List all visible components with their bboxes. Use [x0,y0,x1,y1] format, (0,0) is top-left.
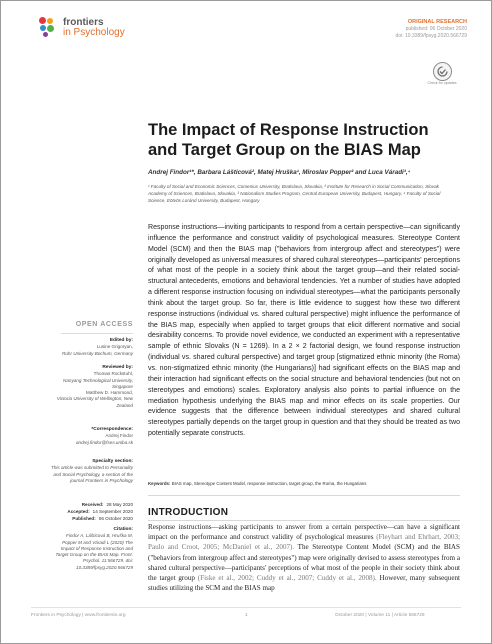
page-number: 1 [245,613,248,618]
intro-paragraph [148,522,460,593]
correspondence-block [51,427,133,446]
citation-text: Findor A, Lášticová B, Hruška M, Popper M and Váradi L (2020) The Impact of Response Instruction and Target Group on the BIAS Map. Front. Psychol. 11:566729. doi: 10.3389/fpsyg.2020.566729 [55,533,133,570]
citation-block [51,527,133,571]
article-type: ORIGINAL RESEARCH [407,19,467,25]
footer-divider [31,607,461,608]
footer-journal[interactable]: Frontiers in Psychology | www.frontiersin.org [31,613,126,618]
check-updates-label[interactable]: Check for updates [427,81,457,85]
citation-link[interactable]: (Fiske et al., 2002; Cuddy et al., 2007; Cuddy et al., 2008). [197,574,377,583]
specialty-text: This article was submitted to Personality and Social Psychology, a section of the journal Frontiers in Psychology [51,465,133,483]
section-heading: INTRODUCTION [148,507,229,518]
correspondence-email[interactable]: andrej.findor@fses.uniba.sk [75,439,133,445]
keywords [148,481,460,486]
correspondence-name: Andrej Findor [105,433,133,439]
article-doi[interactable]: doi: 10.3389/fpsyg.2020.566729 [395,33,467,39]
reviewer-affiliation: Victoria University of Wellington, New Zealand [56,396,133,408]
received-label: Received: [81,502,104,507]
reviewer-affiliation: Nanyang Technological University, Singapore [63,377,133,389]
accepted-label: Accepted: [67,509,90,515]
frontiers-logo-icon [39,17,59,39]
logo-line2: in Psychology [63,27,125,38]
published-date-side: 06 October 2020 [98,516,133,522]
reviewed-by-block [51,365,133,409]
specialty-section-block [51,459,133,484]
reviewed-by-label: Reviewed by: [102,365,133,370]
intro-text: The Stereotype Content Model (SCM) and the BIAS ("behaviors from intergroup affect and stereotypes") map were originally devised to assess stereotypes from a shared cultural perspective—participants' perceptions of what most of the people in their society think about the target group [148,543,460,583]
logo-line1: frontiers [63,17,104,28]
abstract: Response instructions—inviting participants to respond from a certain perspective—can significantly influence the performance and construct validity of psychological measures. Stereotype Content Model (SCM) and then the BIAS map ("behaviors from intergroup affect and stereotypes") were originally developed as universal measures of shared cultural stereotypes—participants' perceptions of what most of the people in a society think about the target group—and their related social-structural antecedents, emotions and behavioral tendencies. Yet a number of studies have adopted a different response instruction focusing on individual stereotypes—what the participants personally think about the target group. So far, there is little evidence to suggest how these two different response instructions (individual vs. shared cultural perspective) might influence the performance of the BIAS map, especially when applied to target groups that elicit different normative and social desirability concerns. To provide novel evidence, we conducted an experiment with a representative sample of ethnic Slovaks (N = 1269). In a 2 × 2 factorial design, we found response instruction (individual vs. shared cultural perspective) and target group [stigmatized ethnic minority (the Roma) vs. non-stigmatized ethnic minority (the Hungarians)] had significant effects on the BIAS map and their interaction had significant effects on the social structure and behavioral tendencies (but not on stereotypes and emotions) scales. Exploratory analysis also points to partial influence on the mediation hypothesis underlying the BIAS map and minor effects on its scale properties. Our evidence suggests that the difference between individual stereotypes and shared cultural stereotypes partially depends on the target group in question and that they should be treated as two potentially separate constructs. [148,224,460,438]
journal-logo[interactable] [39,17,125,39]
intro-text: However, many subsequent studies utilizing the SCM and the BIAS map [148,574,461,593]
citation-link[interactable]: (Fleyhart and Ehrhart, 2003; Paulo and Croot, 2005; McDaniel et al., 2007). [148,533,460,552]
keywords-list: BIAS map, Stereotype Content Model, response instruction, target group, the Roma, the Hungarians [171,481,367,486]
check-for-updates-icon[interactable] [433,62,452,81]
intro-text: Response instructions—asking participants to answer from a certain perspective—can have a significant impact on the performance and construct validity of psychological measures [148,523,460,542]
reviewer-name[interactable]: Thomas Rockstuhl, [93,371,133,377]
edited-by-label: Edited by: [109,338,133,343]
keywords-label: Keywords: [148,481,171,486]
reviewer-name[interactable]: Matthew D. Hammond, [86,390,133,396]
paper-title: The Impact of Response Instruction and Target Group on the BIAS Map [148,121,429,159]
received-date: 28 May 2020 [106,502,133,507]
open-access-label: OPEN ACCESS [75,321,133,328]
edited-by-block [51,338,133,357]
citation-label: Citation: [113,527,133,532]
published-label: Published: [72,516,96,522]
footer-issue-info: October 2020 | Volume 11 | Article 566729 [335,613,425,618]
divider [148,520,460,521]
article-dates [51,501,133,523]
check-icon [437,66,448,77]
affiliations: ¹ Faculty of Social and Economic Sciences, Comenius University, Bratislava, Slovakia, ² Institute for Research in Social Communication, Slovak Academy of Sciences, Bratislava, Slovakia, ³ Nationalism Studies Program, Central European University, Budapest, Hungary, ⁴ Faculty of Social Science, Eötvös Loránd University, Budapest, Hungary [148,184,441,203]
accepted-date: 14 September 2020 [92,509,133,515]
divider [148,495,460,496]
published-date: published: 06 October 2020 [405,26,467,32]
correspondence-label: *Correspondence: [91,427,133,432]
editor-name[interactable]: Lusine Grigoryan, [96,344,133,350]
divider [61,333,133,334]
author-list[interactable]: Andrej Findor¹*, Barbara Lášticová², Matej Hruška¹, Miroslav Popper² and Luca Váradi³,⁴ [148,169,411,176]
specialty-label: Specialty section: [92,459,133,464]
article-meta [396,19,467,40]
editor-affiliation: Ruhr University Bochum, Germany [62,350,133,356]
